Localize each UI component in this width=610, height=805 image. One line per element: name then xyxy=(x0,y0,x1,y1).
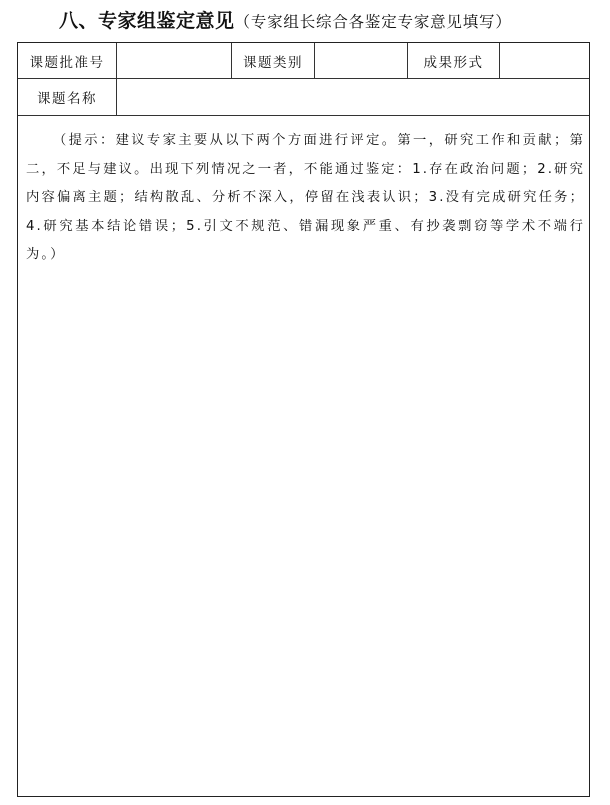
approval-number-field[interactable] xyxy=(117,43,231,78)
section-subtitle: （专家组长综合各鉴定专家意见填写） xyxy=(234,13,512,31)
section-title: 八、专家组鉴定意见 xyxy=(59,10,235,32)
row-divider xyxy=(18,115,589,116)
category-field[interactable] xyxy=(315,43,407,78)
project-name-field[interactable] xyxy=(117,79,589,115)
opinion-text-area[interactable] xyxy=(18,243,589,796)
category-label: 课题类别 xyxy=(243,54,303,71)
project-name-label: 课题名称 xyxy=(37,91,97,107)
output-form-field[interactable] xyxy=(500,43,589,78)
approval-number-label: 课题批准号 xyxy=(29,54,105,71)
output-form-label: 成果形式 xyxy=(423,54,484,71)
guidance-note: （提示：建议专家主要从以下两个方面进行评定。第一，研究工作和贡献；第二，不足与建议。出现下列情况之一者，不能通过鉴定：1.存在政治问题；2.研究内容偏离主题；结构散乱、分析不深入，停留在浅表认识；3.没有完成研究任务；4.研究基本结论错误；5.引文不规范、错漏现象严重、有抄袭剽窃等学术不端行为。） xyxy=(26,133,585,262)
expert-opinion-form xyxy=(17,42,590,797)
page-title xyxy=(59,6,512,36)
